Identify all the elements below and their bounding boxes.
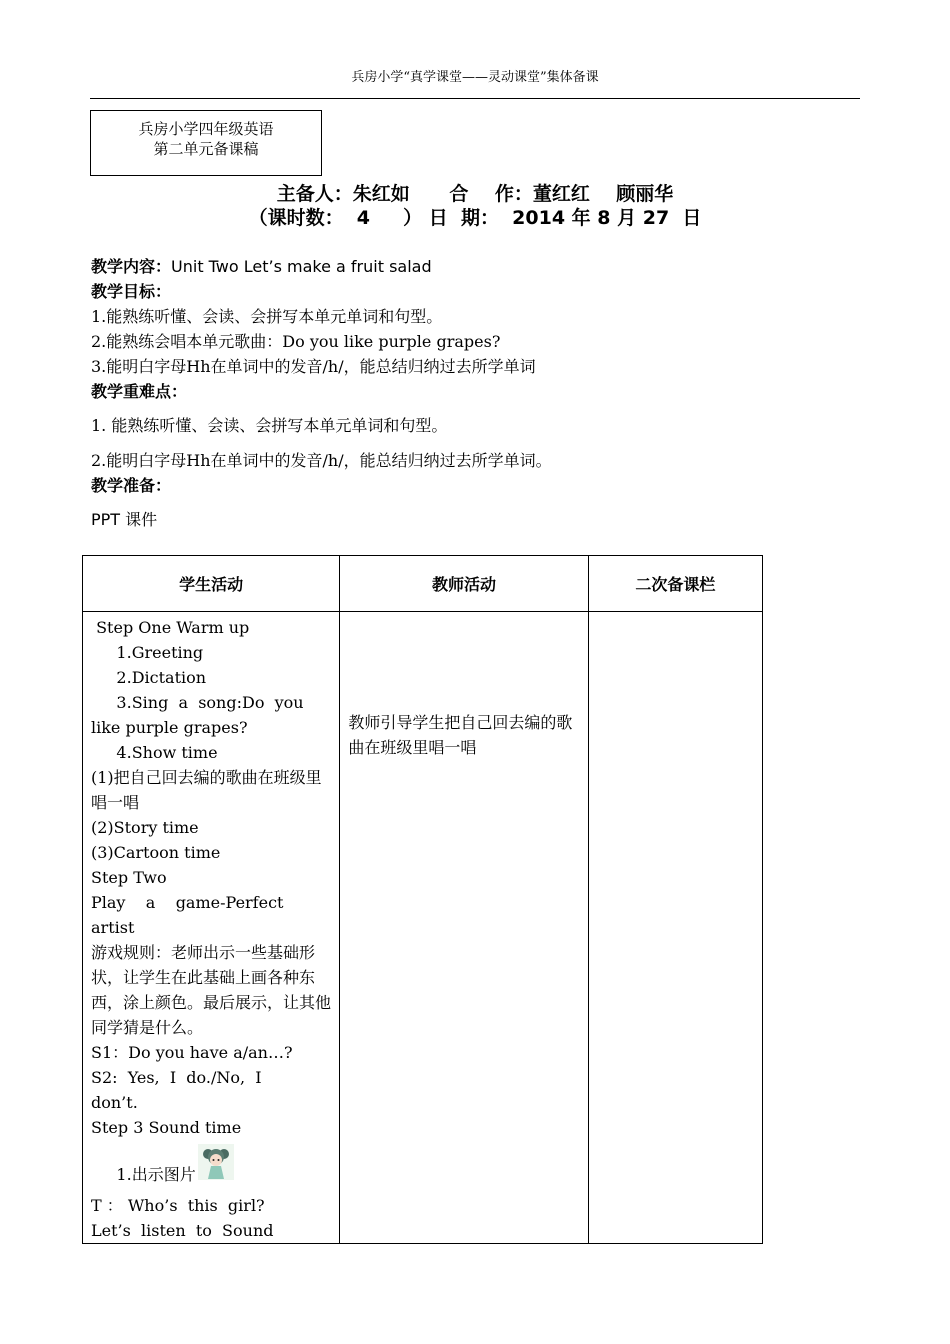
title-box-line1: 兵房小学四年级英语 <box>138 120 274 138</box>
student-line: artist <box>91 918 135 937</box>
meta-authors: 主备人：朱红如 合 作：董红红 顾丽华 <box>276 183 674 205</box>
teacher-activity-text: 教师引导学生把自己回去编的歌曲在班级里唱一唱 <box>348 713 573 757</box>
student-line: 2.Dictation <box>91 668 207 687</box>
goal-item-2: 2.能熟练会唱本单元歌曲：Do you like purple grapes? <box>91 332 501 351</box>
teacher-activity-cell <box>340 612 588 1244</box>
goals-label: 教学目标： <box>91 282 172 301</box>
table-header-row <box>83 556 763 612</box>
second-prep-cell <box>588 612 762 1244</box>
topic-value: Unit Two Let’s make a fruit salad <box>171 257 432 276</box>
header-rule <box>90 98 860 99</box>
student-line: Let’s listen to Sound <box>91 1221 274 1240</box>
table-row <box>83 612 763 1244</box>
student-line: 1.出示图片 <box>91 1165 196 1184</box>
title-box-line2: 第二单元备课稿 <box>153 140 259 158</box>
student-line: Play a game-Perfect <box>91 893 284 912</box>
header-second-prep: 二次备课栏 <box>588 556 762 612</box>
student-line: 1.Greeting <box>91 643 204 662</box>
student-line: S2: Yes, I do./No, I <box>91 1068 262 1087</box>
show-picture-line <box>91 1144 331 1187</box>
student-line: (3)Cartoon time <box>91 843 221 862</box>
key-points-label: 教学重难点： <box>91 382 188 401</box>
topic-line <box>91 254 432 277</box>
student-line: like purple grapes? <box>91 718 248 737</box>
topic-label: 教学内容： <box>91 257 172 276</box>
student-line: 游戏规则：老师出示一些基础形状，让学生在此基础上画各种东西，涂上颜色。最后展示，让其他同学猜是什么。 <box>91 943 332 1037</box>
goal-item-1: 1.能熟练听懂、会读、会拼写本单元单词和句型。 <box>91 307 443 326</box>
student-activity-cell <box>83 612 340 1244</box>
student-line: Step Two <box>91 868 167 887</box>
key-point-1: 1. 能熟练听懂、会读、会拼写本单元单词和句型。 <box>91 416 448 435</box>
header-student-activity: 学生活动 <box>83 556 340 612</box>
lesson-plan-table <box>82 555 763 1244</box>
student-line: 4.Show time <box>91 743 218 762</box>
student-line: Step 3 Sound time <box>91 1118 242 1137</box>
student-line: 3.Sing a song:Do you <box>91 693 304 712</box>
student-line: don’t. <box>91 1093 138 1112</box>
page-header: 兵房小学“真学课堂——灵动课堂”集体备课 <box>351 70 599 85</box>
meta-lesson-date: （课时数： 4 ） 日 期： 2014 年 8 月 27 日 <box>248 207 702 229</box>
student-line: (1)把自己回去编的歌曲在班级里唱一唱 <box>91 768 322 812</box>
goal-item-3: 3.能明白字母Hh在单词中的发音/h/，能总结归纳过去所学单词 <box>91 357 536 376</box>
student-line: S1：Do you have a/an…? <box>91 1043 293 1062</box>
student-line: Step One Warm up <box>91 618 250 637</box>
key-point-2: 2.能明白字母Hh在单词中的发音/h/，能总结归纳过去所学单词。 <box>91 451 552 470</box>
cartoon-girl-icon <box>198 1144 234 1187</box>
student-line: (2)Story time <box>91 818 199 837</box>
title-box <box>90 110 322 176</box>
prep-value: PPT 课件 <box>91 510 158 529</box>
student-line: T ： Who’s this girl? <box>91 1196 265 1215</box>
header-teacher-activity: 教师活动 <box>340 556 588 612</box>
prep-label: 教学准备： <box>91 476 172 495</box>
